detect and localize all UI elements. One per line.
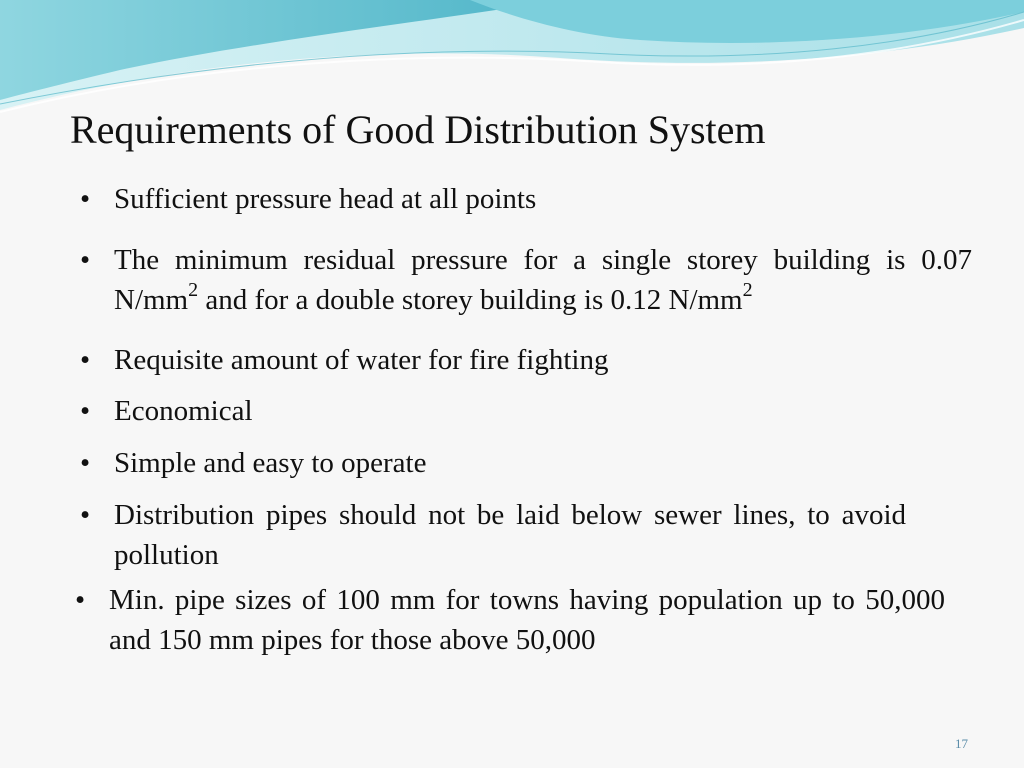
bullet-marker: • bbox=[80, 499, 91, 531]
bullet-text: Requisite amount of water for fire fighting bbox=[114, 344, 609, 376]
bullet-marker: • bbox=[75, 584, 86, 616]
bullet-text: Distribution pipes should not be laid below sewer lines, to avoid pollution bbox=[114, 499, 906, 571]
bullet-marker: • bbox=[80, 183, 91, 215]
bullet-text: Simple and easy to operate bbox=[114, 447, 427, 479]
slide-page-number: 17 bbox=[955, 736, 968, 751]
superscript-2: 2 bbox=[188, 279, 199, 302]
slide-title: Requirements of Good Distribution System bbox=[70, 107, 766, 152]
bullet-text-part-a: The minimum residual pressure for a single storey building is 0.07 N/mm bbox=[114, 244, 972, 316]
bullet-economical bbox=[80, 391, 974, 431]
header-wave-decoration bbox=[0, 0, 1024, 120]
bullet-distribution-pipes bbox=[80, 495, 906, 575]
bullet-text: Min. pipe sizes of 100 mm for towns having population up to 50,000 and 150 mm pipes for those above 50,000 bbox=[109, 584, 945, 656]
bullet-marker: • bbox=[80, 244, 91, 276]
bullet-text-part-b: and for a double storey building is 0.12 N/mm bbox=[198, 284, 743, 316]
bullet-text: Sufficient pressure head at all points bbox=[114, 183, 537, 215]
bullet-text: Economical bbox=[114, 395, 253, 427]
bullet-pressure-head bbox=[80, 179, 974, 219]
bullet-marker: • bbox=[80, 447, 91, 479]
bullet-marker: • bbox=[80, 395, 91, 427]
superscript-2: 2 bbox=[742, 279, 753, 302]
bullet-residual-pressure bbox=[80, 240, 972, 320]
bullet-min-pipe-sizes bbox=[75, 580, 945, 660]
bullet-fire-fighting bbox=[80, 340, 974, 380]
bullet-simple-operate bbox=[80, 443, 974, 483]
bullet-marker: • bbox=[80, 344, 91, 376]
